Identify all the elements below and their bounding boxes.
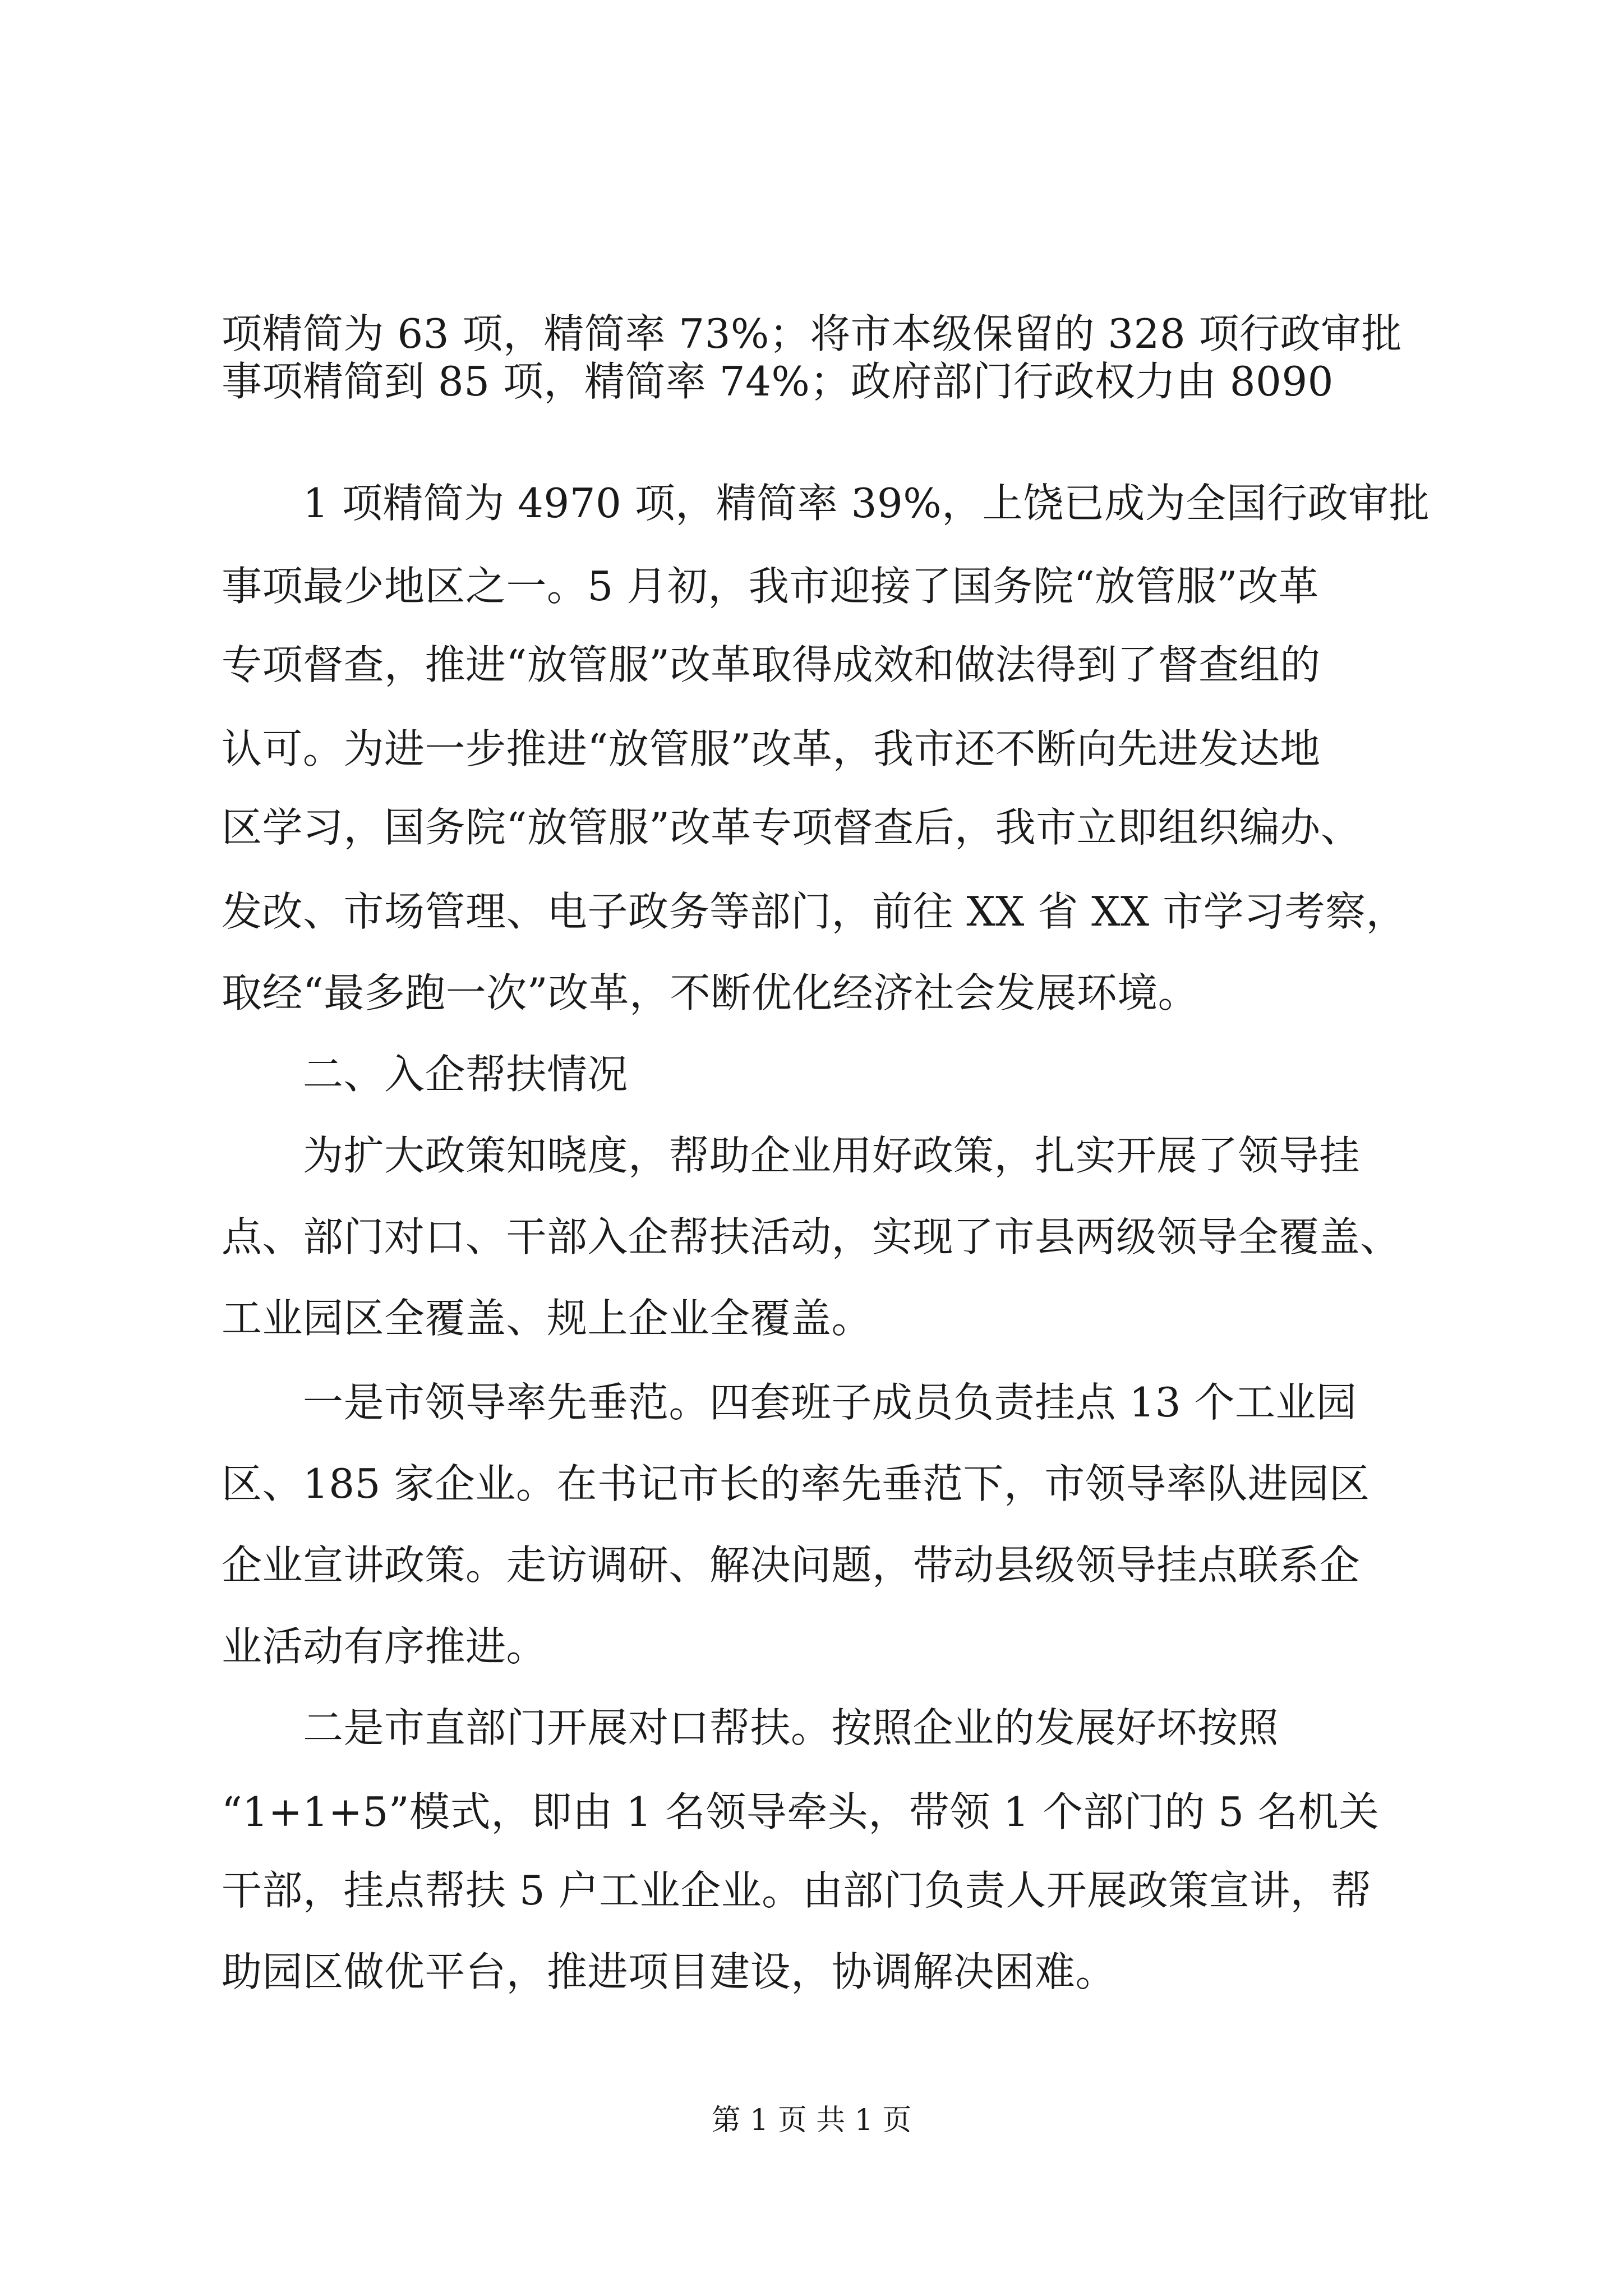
text-line-20: 干部，挂点帮扶 5 户工业企业。由部门负责人开展政策宣讲，帮	[222, 1867, 1372, 1914]
text-line-18: 二是市直部门开展对口帮扶。按照企业的发展好坏按照	[303, 1704, 1279, 1751]
text-line-1: 项精简为 63 项，精简率 73%；将市本级保留的 328 项行政审批	[222, 310, 1403, 357]
text-line-7: 区学习，国务院“放管服”改革专项督查后，我市立即组织编办、	[222, 804, 1362, 851]
text-line-19: “1+1+5”模式，即由 1 名领导牵头，带领 1 个部门的 5 名机关	[222, 1788, 1380, 1835]
text-line-4: 事项最少地区之一。5 月初，我市迎接了国务院“放管服”改革	[222, 563, 1319, 610]
text-line-2: 事项精简到 85 项，精简率 74%；政府部门行政权力由 8090	[222, 358, 1334, 405]
text-line-15: 区、185 家企业。在书记市长的率先垂范下，市领导率队进园区	[222, 1460, 1370, 1507]
text-line-3: 1 项精简为 4970 项，精简率 39%，上饶已成为全国行政审批	[303, 480, 1430, 527]
text-line-11: 为扩大政策知晓度，帮助企业用好政策，扎实开展了领导挂	[303, 1132, 1361, 1179]
text-line-16: 企业宣讲政策。走访调研、解决问题，带动县级领导挂点联系企	[222, 1542, 1361, 1589]
text-line-6: 认可。为进一步推进“放管服”改革，我市还不断向先进发达地	[222, 725, 1321, 772]
text-line-9: 取经“最多跑一次”改革，不断优化经济社会发展环境。	[222, 969, 1199, 1016]
text-line-12: 点、部门对口、干部入企帮扶活动，实现了市县两级领导全覆盖、	[222, 1213, 1401, 1260]
text-line-21: 助园区做优平台，推进项目建设，协调解决困难。	[222, 1948, 1117, 1995]
text-line-13: 工业园区全覆盖、规上企业全覆盖。	[222, 1295, 873, 1342]
page-footer: 第 1 页 共 1 页	[711, 2104, 912, 2137]
text-line-5: 专项督查，推进“放管服”改革取得成效和做法得到了督查组的	[222, 641, 1321, 688]
section-heading: 二、入企帮扶情况	[303, 1051, 629, 1098]
text-line-8: 发改、市场管理、电子政务等部门，前往 XX 省 XX 市学习考察，	[222, 888, 1407, 935]
text-line-14: 一是市领导率先垂范。四套班子成员负责挂点 13 个工业园	[303, 1379, 1357, 1426]
text-line-17: 业活动有序推进。	[222, 1623, 547, 1670]
